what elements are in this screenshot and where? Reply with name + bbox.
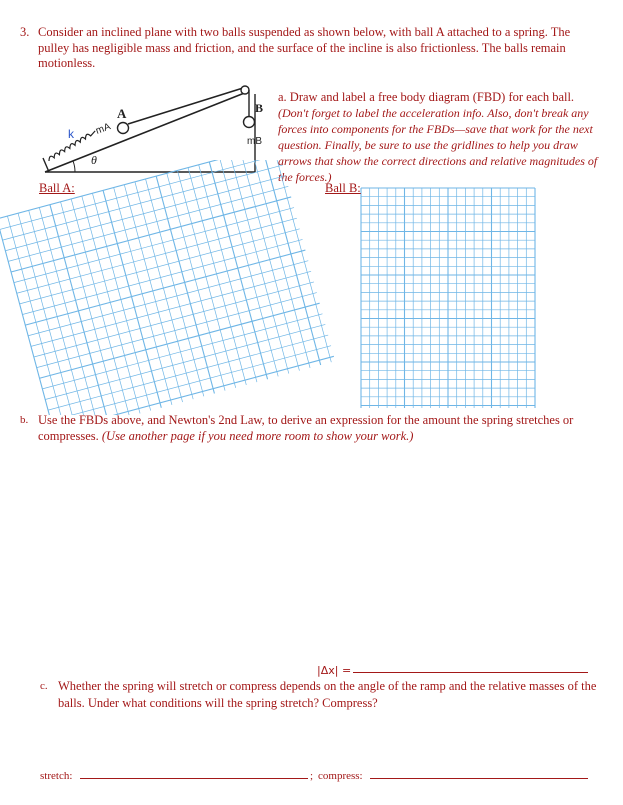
question-intro: Consider an inclined plane with two balls suspended as shown below, with ball A attached to a spring. The pulley has negligible mass and friction, and the surface of the incline is also frictionless. The balls remain motionless. [38,25,571,70]
grid-line [39,207,97,415]
grid-line [34,282,314,357]
ball-a-grid[interactable] [0,160,360,415]
separator: ; [310,770,314,782]
grid-line [45,324,325,399]
grid-line [31,271,311,346]
grid-line [14,208,294,283]
grid-line [40,303,320,378]
grid-line [29,210,87,415]
label-ma: mA [94,121,113,137]
grid-line [22,239,302,314]
ball-a-label: Ball A: [39,181,75,195]
grid-line [42,314,322,389]
grid-line [20,229,300,304]
ball-a [118,123,129,134]
part-b-note: (Use another page if you need more room to show your work.) [101,428,414,443]
ball-b [244,117,255,128]
part-c-text: Whether the spring will stretch or compress depends on the angle of the ramp and the relative masses of the balls. Under what conditions will the spring stretch? Compress? [58,679,597,710]
compress-label: compress: [318,770,363,782]
label-mb: mB [247,136,262,147]
part-a-note: (Don't forget to label the acceleration info. Also, don't break any forces into components for the FBDs—save that work for the next question. Finally, be sure to use the gridlines to help you draw arrows that show the correct directions and relative magnitudes of the forces.) [278,106,598,184]
grid-line [231,160,289,374]
delta-x-label: |Δx| = [317,664,352,677]
grid-line [51,346,331,415]
grid-line [11,197,291,272]
grid-line [17,218,297,293]
ball-b-label: Ball B: [325,181,361,195]
part-b-text-block [38,413,608,444]
part-a-lead: a. Draw and label a free body diagram (FBD) for each ball. [278,90,575,104]
label-b: B [255,101,264,115]
rope-a [128,88,243,124]
ball-b-grid[interactable] [355,186,541,411]
grid-line [8,186,288,261]
label-theta: θ [91,153,97,167]
delta-x-answer-line[interactable] [353,672,588,673]
stretch-label: stretch: [40,770,73,782]
part-b-letter: b. [20,414,29,426]
grid-line [48,335,328,410]
label-a: A [117,106,127,121]
grid-line [273,160,331,362]
part-b-text: Use the FBDs above, and Newton's 2nd Law, to derive an expression for the amount the spring stretches or compresses. [38,413,574,443]
label-k: k [68,127,74,141]
stretch-answer-line[interactable] [80,778,308,779]
compress-answer-line[interactable] [370,778,588,779]
question-number: 3. [20,25,30,39]
grid-line [37,293,317,368]
part-c-letter: c. [40,680,48,692]
grid-line [3,165,283,240]
grid-line [28,261,308,336]
grid-line [25,250,305,325]
grid-line [220,160,278,376]
pulley [241,86,249,94]
